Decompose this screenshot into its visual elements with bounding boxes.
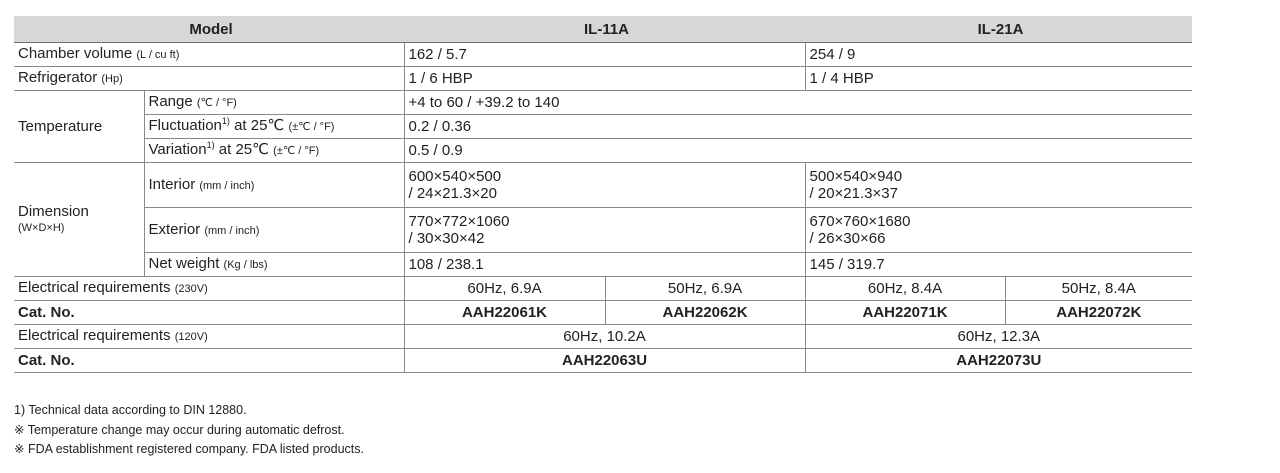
header-il21a: IL-21A — [805, 16, 1192, 43]
interior-il11a: 600×540×500 / 24×21.3×20 — [404, 163, 805, 208]
refrigerator-label: Refrigerator (Hp) — [14, 67, 404, 91]
row-dimension-exterior — [14, 208, 1192, 253]
exterior-il21a: 670×760×1680 / 26×30×66 — [805, 208, 1192, 253]
footnote-fda: ※ FDA establishment registered company. FDA listed products. — [14, 442, 364, 456]
header-il11a: IL-11A — [404, 16, 805, 43]
exterior-label: Exterior (mm / inch) — [144, 208, 404, 253]
temperature-label: Temperature — [14, 91, 144, 163]
footnote-1: 1) Technical data according to DIN 12880. — [14, 403, 247, 417]
row-electrical-230v — [14, 277, 1192, 301]
fluctuation-label: Fluctuation$^{1)}$ at 25℃ (±℃ / °F) — [144, 115, 404, 139]
net-weight-label: Net weight (Kg / lbs) — [144, 253, 404, 277]
electrical-230v-4: 50Hz, 8.4A — [1005, 277, 1192, 301]
row-dimension-interior — [14, 163, 1192, 208]
electrical-230v-label: Electrical requirements (230V) — [14, 277, 404, 301]
range-label: Range (℃ / °F) — [144, 91, 404, 115]
cat-no-120v-il21a: AAH22073U — [805, 349, 1192, 373]
chamber-volume-il21a: 254 / 9 — [805, 43, 1192, 67]
chamber-volume-label: Chamber volume (L / cu ft) — [14, 43, 404, 67]
range-value: +4 to 60 / +39.2 to 140 — [404, 91, 1192, 115]
chamber-volume-il11a: 162 / 5.7 — [404, 43, 805, 67]
row-temperature-variation — [14, 139, 1192, 163]
footnote-defrost: ※ Temperature change may occur during automatic defrost. — [14, 422, 345, 437]
cat-no-120v-il11a: AAH22063U — [404, 349, 805, 373]
row-chamber-volume — [14, 43, 1192, 67]
spec-table — [14, 16, 1192, 373]
row-temperature-fluctuation — [14, 115, 1192, 139]
cat-no-120v-label: Cat. No. — [14, 349, 404, 373]
row-dimension-weight — [14, 253, 1192, 277]
row-cat-no-230v — [14, 301, 1192, 325]
dimension-label: Dimension (W×D×H) — [14, 163, 144, 277]
electrical-230v-3: 60Hz, 8.4A — [805, 277, 1005, 301]
header-row — [14, 16, 1192, 43]
electrical-120v-il11a: 60Hz, 10.2A — [404, 325, 805, 349]
row-temperature-range — [14, 91, 1192, 115]
footnotes — [14, 401, 364, 460]
electrical-230v-2: 50Hz, 6.9A — [605, 277, 805, 301]
cat-no-230v-3: AAH22071K — [805, 301, 1005, 325]
header-model: Model — [14, 16, 404, 43]
refrigerator-il11a: 1 / 6 HBP — [404, 67, 805, 91]
fluctuation-value: 0.2 / 0.36 — [404, 115, 1192, 139]
variation-value: 0.5 / 0.9 — [404, 139, 1192, 163]
exterior-il11a: 770×772×1060 / 30×30×42 — [404, 208, 805, 253]
cat-no-230v-label: Cat. No. — [14, 301, 404, 325]
electrical-230v-1: 60Hz, 6.9A — [404, 277, 605, 301]
variation-label: Variation$^{1)}$ at 25℃ (±℃ / °F) — [144, 139, 404, 163]
refrigerator-il21a: 1 / 4 HBP — [805, 67, 1192, 91]
cat-no-230v-4: AAH22072K — [1005, 301, 1192, 325]
row-cat-no-120v — [14, 349, 1192, 373]
interior-il21a: 500×540×940 / 20×21.3×37 — [805, 163, 1192, 208]
row-refrigerator — [14, 67, 1192, 91]
row-electrical-120v — [14, 325, 1192, 349]
cat-no-230v-1: AAH22061K — [404, 301, 605, 325]
net-weight-il11a: 108 / 238.1 — [404, 253, 805, 277]
net-weight-il21a: 145 / 319.7 — [805, 253, 1192, 277]
electrical-120v-label: Electrical requirements (120V) — [14, 325, 404, 349]
cat-no-230v-2: AAH22062K — [605, 301, 805, 325]
interior-label: Interior (mm / inch) — [144, 163, 404, 208]
spec-table-container — [14, 16, 1192, 373]
electrical-120v-il21a: 60Hz, 12.3A — [805, 325, 1192, 349]
